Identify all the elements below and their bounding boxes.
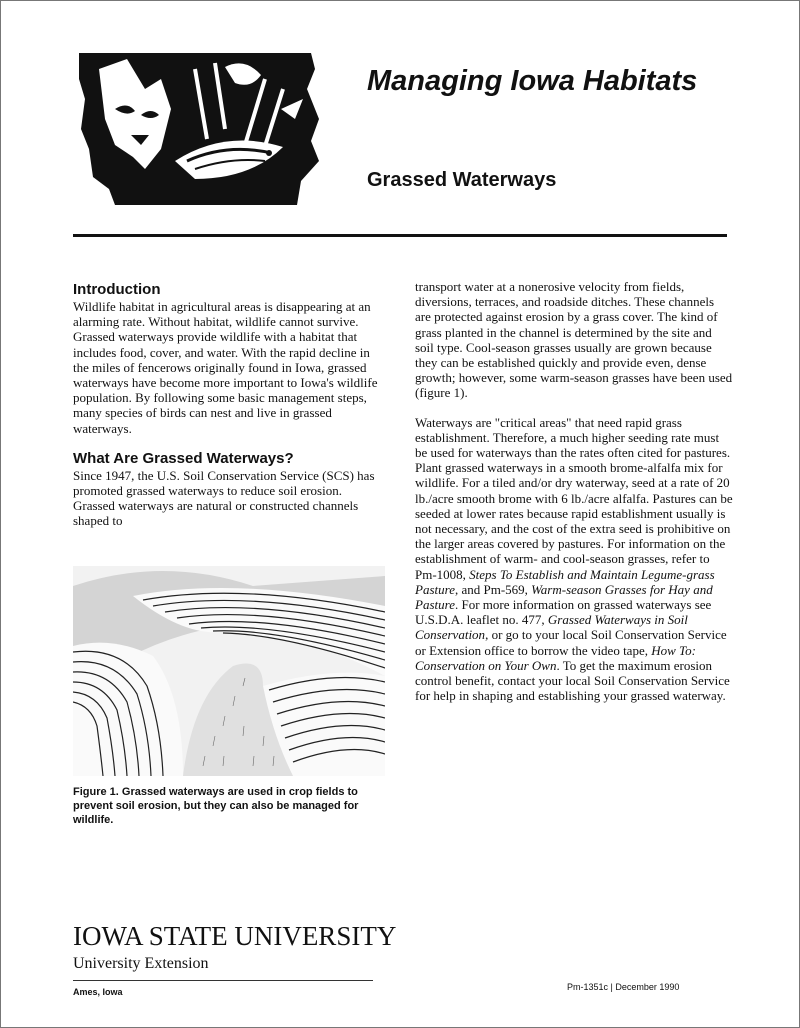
page-subtitle: Grassed Waterways bbox=[367, 169, 557, 191]
text-span: Waterways are "critical areas" that need rapid grass establishment. Therefore, a much higher seeding rate must be used for waterways than the rates often cited for pastures. Plant grassed waterways in a smooth brome-alfalfa mix for wildlife. For a tiled and/or dry waterway, seed at a rate of 20 lb./acre smooth brome with 6 lb./acre alfalfa. Pastures can be seeded at lower rates because rapid establishment usually is not necessary, and the cost of the extra seed is prohibitive on the larger areas covered by pastures. For information on the establishment of warm- and cool-season grasses, refer to Pm-1008, bbox=[415, 414, 733, 582]
text-span: . For more information on grassed waterways see U.S.D.A. leaflet no. 477, bbox=[415, 597, 712, 628]
text-span: . To get the maximum erosion control benefit, contact your local Soil Conservation Service for help in shaping and establishing your grassed waterway. bbox=[415, 657, 730, 704]
right-paragraph-1: transport water at a nonerosive velocity from fields, diversions, terraces, and roadside ditches. These channels are protected against erosion by a grass cover. The kind of grass planted in the channel is determined by the site and soil type. Cool-season grasses usually are grown because they can be established quickly and provide even, dense growth; however, some warm-season grasses have been used (figure 1). bbox=[415, 279, 733, 401]
page-title: Managing Iowa Habitats bbox=[367, 65, 698, 97]
university-wordmark: IOWA STATE UNIVERSITY bbox=[73, 921, 397, 951]
reference-title: How To: Conservation on Your Own bbox=[415, 642, 696, 673]
location-label: Ames, Iowa bbox=[73, 987, 123, 997]
reference-title: Grassed Waterways in Soil Conservation bbox=[415, 612, 688, 643]
text-span: , and Pm-569, bbox=[454, 581, 532, 597]
reference-title: Steps To Establish and Maintain Legume-grass Pasture bbox=[415, 566, 715, 597]
text-span: , or go to your local Soil Conservation Service or Extension office to borrow the video tape, bbox=[415, 627, 727, 658]
iowa-wildlife-logo bbox=[75, 49, 321, 209]
section-paragraph: Since 1947, the U.S. Soil Conservation Service (SCS) has promoted grassed waterways to reduce soil erosion. Grassed waterways are natural or constructed channels shaped to bbox=[73, 467, 375, 529]
intro-paragraph: Wildlife habitat in agricultural areas is disappearing at an alarming rate. Without habitat, wildlife cannot survive. Grassed waterways provide wildlife with a habitat that includes food, cover, and water. With the rapid decline in the miles of fencerows originally found in Iowa, grassed waterways have become more important to Iowa's wildlife population. By following some basic management steps, many species of birds can nest and live in grassed waterways. bbox=[73, 299, 378, 436]
footer-divider bbox=[73, 980, 373, 981]
figure-caption: Figure 1. Grassed waterways are used in crop fields to prevent soil erosion, but they can also be managed for wildlife. bbox=[73, 786, 359, 826]
right-paragraph-2 bbox=[415, 415, 733, 704]
extension-label: University Extension bbox=[73, 955, 209, 972]
reference-title: Warm-season Grasses for Hay and Pasture bbox=[415, 581, 713, 613]
left-column bbox=[73, 281, 385, 529]
intro-heading: Introduction bbox=[73, 281, 161, 298]
publication-number: Pm-1351c | December 1990 bbox=[567, 982, 680, 992]
title-divider bbox=[73, 234, 727, 237]
grassed-waterway-illustration bbox=[73, 566, 385, 776]
right-column bbox=[415, 279, 733, 703]
section-heading: What Are Grassed Waterways? bbox=[73, 449, 294, 467]
